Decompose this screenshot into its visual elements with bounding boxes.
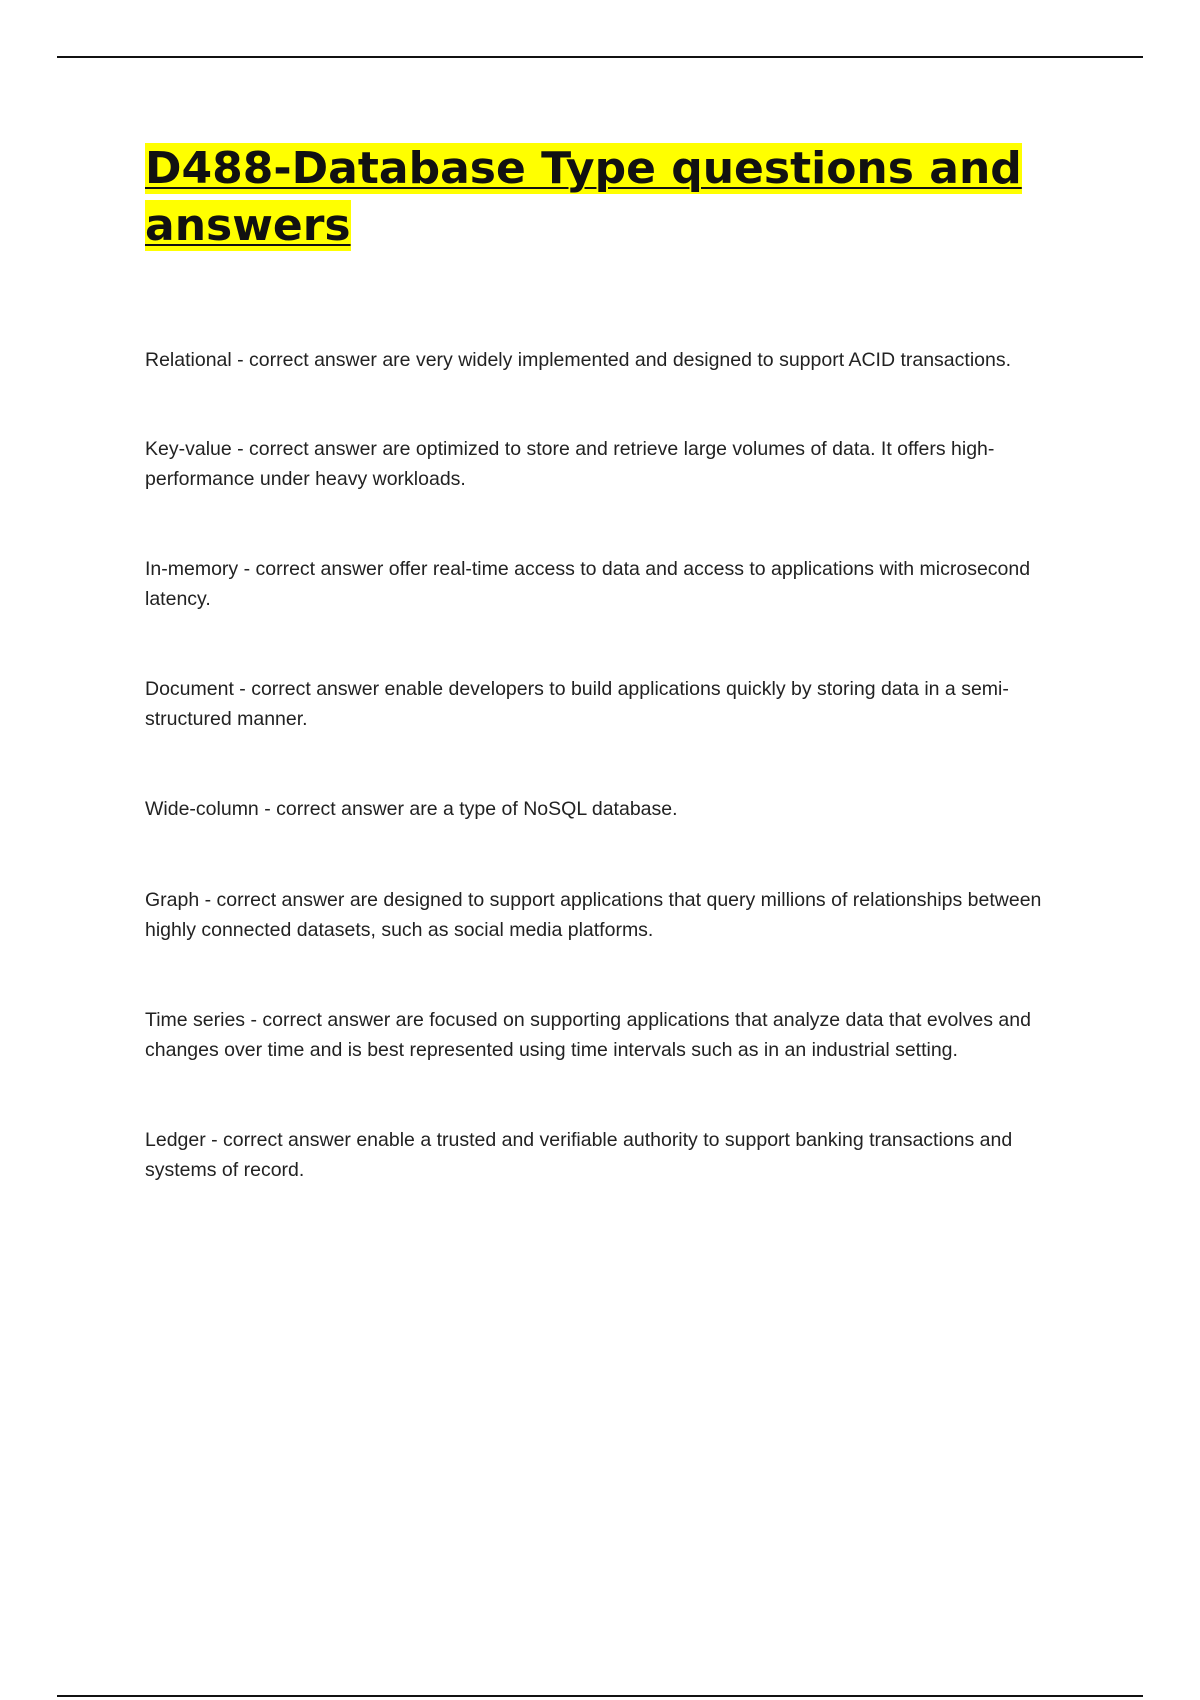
bottom-rule <box>57 1695 1143 1697</box>
qa-item-time-series: Time series - correct answer are focused on supporting applications that analyze data that evolves and changes over time and is best represented using time intervals such as in an industrial setting. <box>145 1009 1031 1061</box>
qa-item-relational: Relational - correct answer are very widely implemented and designed to support ACID transactions. <box>145 349 1012 371</box>
title-highlight: D488-Database Type questions and answers <box>145 143 1022 251</box>
qa-item-graph: Graph - correct answer are designed to support applications that query millions of relationships between highly connected datasets, such as social media platforms. <box>145 889 1042 941</box>
qa-item-in-memory: In-memory - correct answer offer real-time access to data and access to applications with microsecond latency. <box>145 558 1031 610</box>
page-title <box>145 140 1085 254</box>
qa-item-ledger: Ledger - correct answer enable a trusted and verifiable authority to support banking transactions and systems of record. <box>145 1129 1013 1181</box>
qa-item-wide-column: Wide-column - correct answer are a type of NoSQL database. <box>145 798 678 820</box>
qa-item-document: Document - correct answer enable developers to build applications quickly by storing data in a semi-structured manner. <box>145 678 1009 730</box>
top-rule <box>57 56 1143 58</box>
qa-item-key-value: Key-value - correct answer are optimized to store and retrieve large volumes of data. It offers high-performance under heavy workloads. <box>145 438 995 490</box>
